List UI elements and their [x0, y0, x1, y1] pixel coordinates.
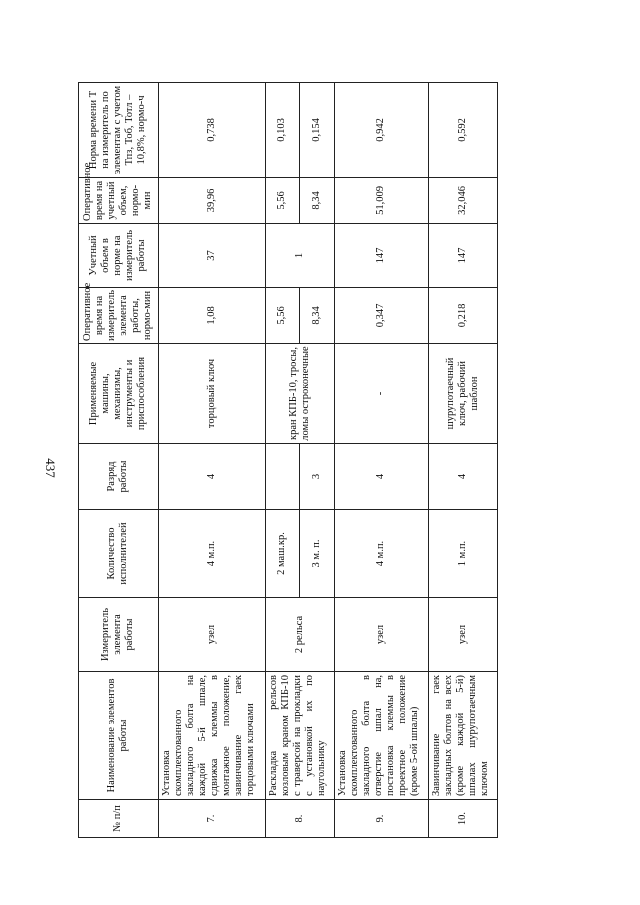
norm-table-rotated: [78, 83, 498, 838]
row-machines: кран КПБ-10, тросы, ломы остроконечные: [265, 343, 334, 443]
row-machines: -: [334, 343, 428, 443]
row-name: Завинчивание гаек закладных болтов на всех (кроме каждой 5-й) шпалах шурупотаечным ключом: [429, 672, 498, 800]
row-norm-a: 0,103: [265, 82, 299, 177]
row-grade: 4: [429, 444, 498, 510]
row-meter: узел: [158, 598, 265, 672]
row-meter: узел: [429, 598, 498, 672]
row-name: Раскладка рельсов козловым краном КПБ-10 с траверсой на прокладки с установкой их по наугольнику: [265, 672, 334, 800]
header-op-time-elem: Оперативное время на измеритель элемента работы, нормо-мин: [79, 287, 159, 343]
row-workers: 1 м.п.: [429, 510, 498, 598]
header-row: [79, 82, 159, 837]
row-num: 8.: [265, 800, 334, 838]
row-num: 7.: [158, 800, 265, 838]
row-volume: 147: [429, 223, 498, 287]
row-op-time-vol: 32,046: [429, 177, 498, 223]
row-num: 10.: [429, 800, 498, 838]
row-workers: 4 м.п.: [334, 510, 428, 598]
row-workers-a: 2 маш.кр.: [265, 510, 299, 598]
norm-table: [78, 82, 498, 838]
row-grade-b: 3: [300, 444, 334, 510]
table-row: [265, 82, 299, 837]
header-op-time-vol: Оперативное время на учетный объем, нормо-мин: [79, 177, 159, 223]
row-name: Установка скомплектованного закладного болта на каждой 5-й шпале, сдвижка клеммы в монтажное положение, завинчивание гаек торцовыми ключами: [158, 672, 265, 800]
header-volume: Учетный объем в норме на измеритель работы: [79, 223, 159, 287]
row-num: 9.: [334, 800, 428, 838]
row-meter: 2 рельса: [265, 598, 334, 672]
table-row: [334, 82, 428, 837]
table-row: [158, 82, 265, 837]
row-norm: 0,592: [429, 82, 498, 177]
row-workers: 4 м.п.: [158, 510, 265, 598]
row-meter: узел: [334, 598, 428, 672]
row-op-time-elem: 1,08: [158, 287, 265, 343]
row-op-time-elem-a: 5,56: [265, 287, 299, 343]
header-norm: Норма времени Т на измеритель по элементам с учетом Тпз, Тоб, Тотл – 10,8%, нормо-ч: [79, 82, 159, 177]
row-op-time-elem-b: 8,34: [300, 287, 334, 343]
row-norm: 0,738: [158, 82, 265, 177]
header-num: № п/п: [79, 800, 159, 838]
row-workers-b: 3 м. п.: [300, 510, 334, 598]
row-norm: 0,942: [334, 82, 428, 177]
row-grade-a: [265, 444, 299, 510]
row-op-time-vol-a: 5,56: [265, 177, 299, 223]
row-op-time-vol: 51,009: [334, 177, 428, 223]
header-workers: Количество исполнителей: [79, 510, 159, 598]
row-op-time-elem: 0,347: [334, 287, 428, 343]
row-op-time-vol-b: 8,34: [300, 177, 334, 223]
row-grade: 4: [334, 444, 428, 510]
header-meter: Измеритель элемента работы: [79, 598, 159, 672]
row-volume: 147: [334, 223, 428, 287]
row-machines: торцовый ключ: [158, 343, 265, 443]
row-machines: шурупотаечный ключ, рабочий шаблон: [429, 343, 498, 443]
row-name: Установка скомплектованного закладного болта в отверстие шпал на, постановка клеммы в проектное положение (кроме 5-ой шпалы): [334, 672, 428, 800]
row-volume: 37: [158, 223, 265, 287]
header-name: Наименование элементов работы: [79, 672, 159, 800]
row-op-time-vol: 39,96: [158, 177, 265, 223]
header-machines: Применяемые машины, механизмы, инструменты и приспособления: [79, 343, 159, 443]
header-grade: Разряд работы: [79, 444, 159, 510]
row-norm-b: 0,154: [300, 82, 334, 177]
row-volume: 1: [265, 223, 334, 287]
row-grade: 4: [158, 444, 265, 510]
page-number: 437: [42, 458, 58, 478]
table-row: [429, 82, 498, 837]
row-op-time-elem: 0,218: [429, 287, 498, 343]
